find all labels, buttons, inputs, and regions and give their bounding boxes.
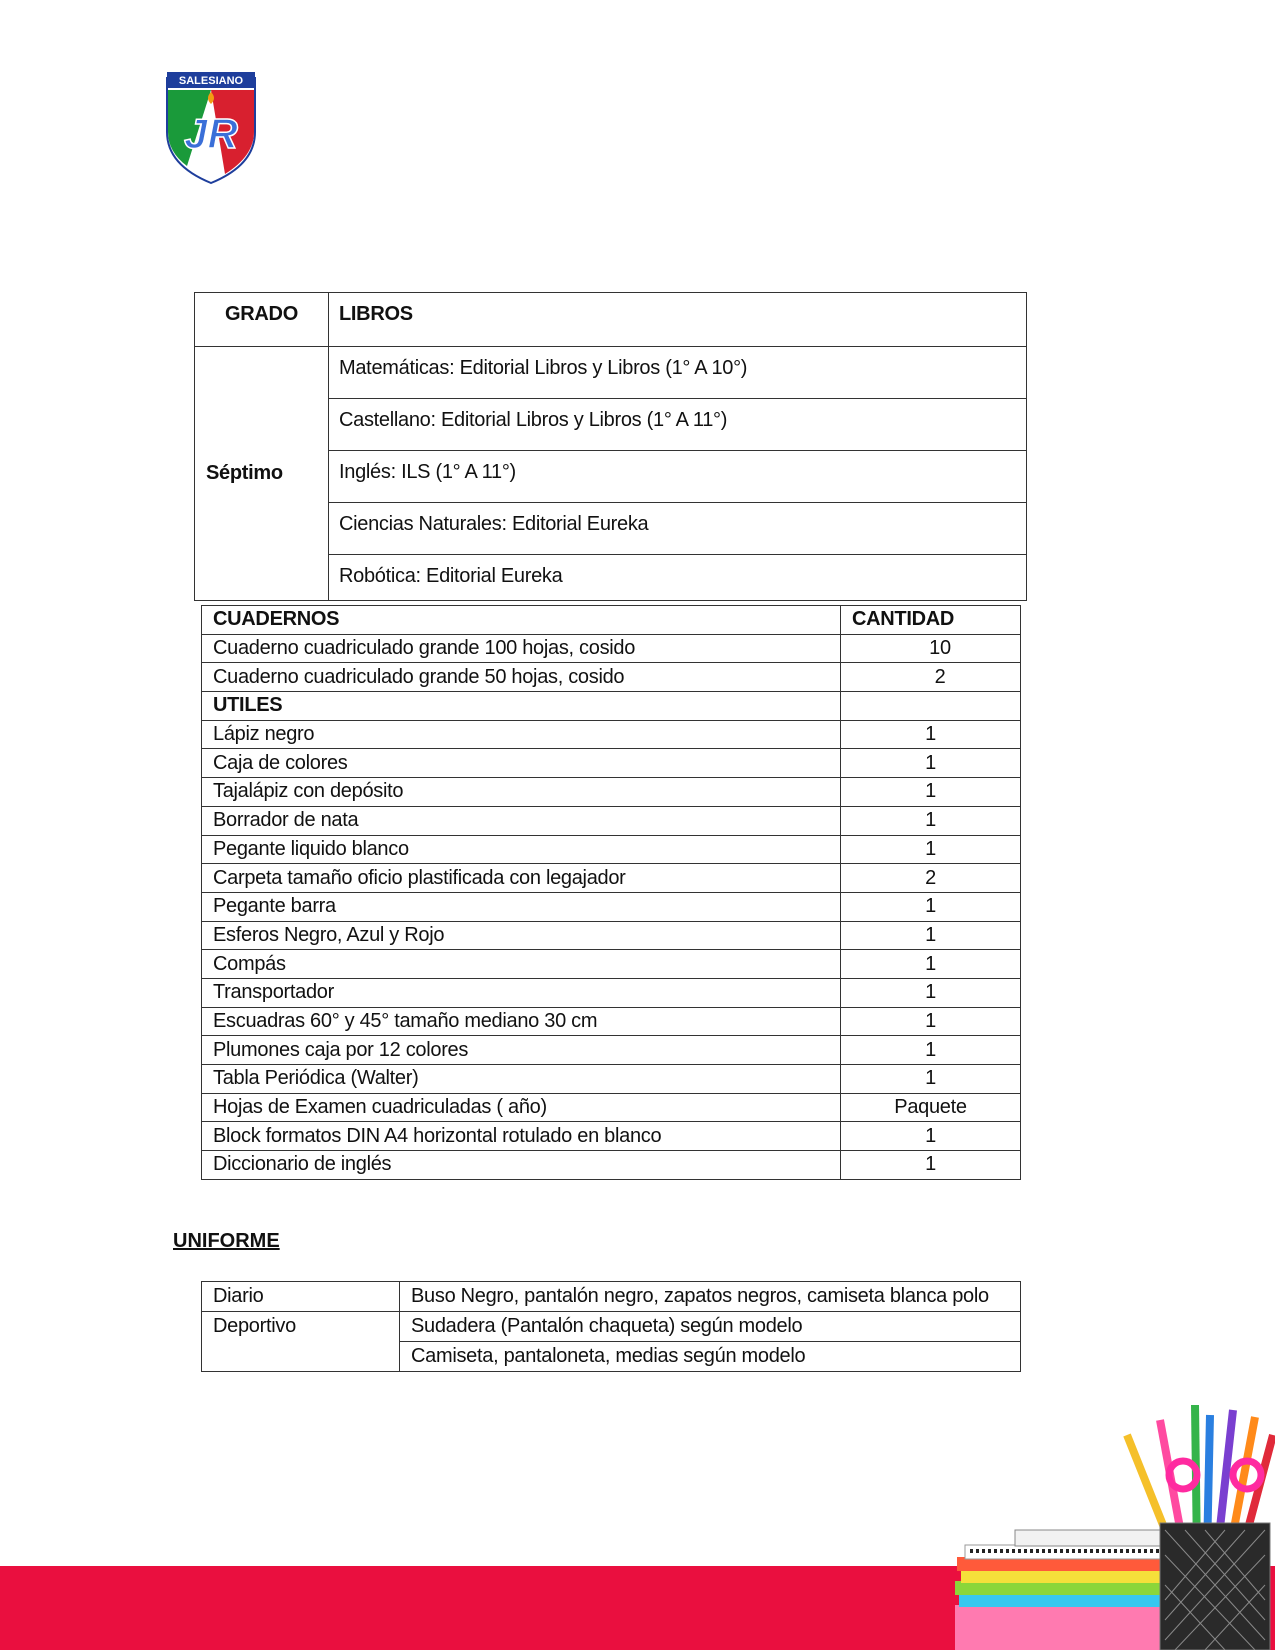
- supply-item: Hojas de Examen cuadriculadas ( año): [202, 1093, 841, 1122]
- supply-item: Plumones caja por 12 colores: [202, 1036, 841, 1065]
- books-header-row: [195, 293, 1027, 347]
- books-header: LIBROS: [329, 293, 1027, 347]
- uniform-table: [201, 1281, 1021, 1372]
- uniform-desc: Buso Negro, pantalón negro, zapatos negros, camiseta blanca polo: [400, 1282, 1021, 1312]
- supply-item: Borrador de nata: [202, 806, 841, 835]
- quantity-header: CANTIDAD: [841, 606, 1021, 635]
- book-item: Inglés: ILS (1° A 11°): [329, 451, 1027, 503]
- supply-item: Cuaderno cuadriculado grande 50 hojas, cosido: [202, 663, 841, 692]
- supply-qty: 1: [841, 778, 1021, 807]
- table-row: [202, 921, 1021, 950]
- supply-item: Esferos Negro, Azul y Rojo: [202, 921, 841, 950]
- supply-item: Cuaderno cuadriculado grande 100 hojas, cosido: [202, 634, 841, 663]
- uniform-type: Diario: [202, 1282, 400, 1312]
- supply-qty: 1: [841, 835, 1021, 864]
- supply-qty: 1: [841, 806, 1021, 835]
- book-row: [195, 347, 1027, 399]
- school-logo: [165, 70, 257, 185]
- book-item: Matemáticas: Editorial Libros y Libros (1° A 10°): [329, 347, 1027, 399]
- logo-text: SALESIANO: [178, 75, 244, 87]
- supply-qty: 1: [841, 950, 1021, 979]
- table-row: [202, 1151, 1021, 1180]
- table-row: [202, 1093, 1021, 1122]
- supply-item: Carpeta tamaño oficio plastificada con legajador: [202, 864, 841, 893]
- table-row: [202, 978, 1021, 1007]
- supply-qty: 10: [841, 634, 1021, 663]
- table-row: [202, 720, 1021, 749]
- grade-value: Séptimo: [195, 347, 329, 601]
- table-row: [202, 1036, 1021, 1065]
- book-item: Robótica: Editorial Eureka: [329, 555, 1027, 601]
- table-row: [202, 749, 1021, 778]
- book-item: Castellano: Editorial Libros y Libros (1° A 11°): [329, 399, 1027, 451]
- supply-qty: 1: [841, 921, 1021, 950]
- supply-item: Caja de colores: [202, 749, 841, 778]
- uniform-desc: Camiseta, pantaloneta, medias según modelo: [400, 1342, 1021, 1372]
- supplies-header-row: [202, 606, 1021, 635]
- table-row: [202, 1122, 1021, 1151]
- utiles-header: UTILES: [202, 692, 841, 721]
- table-row: [202, 1312, 1021, 1342]
- supply-item: Escuadras 60° y 45° tamaño mediano 30 cm: [202, 1007, 841, 1036]
- supply-item: Pegante liquido blanco: [202, 835, 841, 864]
- supply-qty: 1: [841, 1007, 1021, 1036]
- supply-qty: 1: [841, 1122, 1021, 1151]
- supply-qty: Paquete: [841, 1093, 1021, 1122]
- table-row: [202, 1065, 1021, 1094]
- table-row: [202, 1282, 1021, 1312]
- supply-qty: 1: [841, 1036, 1021, 1065]
- table-row: [202, 835, 1021, 864]
- supply-item: Lápiz negro: [202, 720, 841, 749]
- supplies-table: [201, 605, 1021, 1180]
- supply-item: Diccionario de inglés: [202, 1151, 841, 1180]
- supply-qty: 1: [841, 1151, 1021, 1180]
- school-supplies-illustration: [945, 1405, 1275, 1650]
- table-row: [202, 950, 1021, 979]
- supply-item: Tabla Periódica (Walter): [202, 1065, 841, 1094]
- table-row: [202, 864, 1021, 893]
- empty-cell: [841, 692, 1021, 721]
- books-table: [194, 292, 1027, 601]
- utiles-header-row: [202, 692, 1021, 721]
- table-row: [202, 1007, 1021, 1036]
- supply-item: Transportador: [202, 978, 841, 1007]
- table-row: [202, 634, 1021, 663]
- table-row: [202, 663, 1021, 692]
- supply-qty: 1: [841, 720, 1021, 749]
- book-item: Ciencias Naturales: Editorial Eureka: [329, 503, 1027, 555]
- supply-qty: 2: [841, 663, 1021, 692]
- supply-qty: 1: [841, 978, 1021, 1007]
- supply-qty: 1: [841, 892, 1021, 921]
- notebooks-header: CUADERNOS: [202, 606, 841, 635]
- uniform-type: Deportivo: [202, 1312, 400, 1372]
- grade-header: GRADO: [195, 293, 329, 347]
- supply-item: Block formatos DIN A4 horizontal rotulado en blanco: [202, 1122, 841, 1151]
- table-row: [202, 806, 1021, 835]
- supply-qty: 1: [841, 749, 1021, 778]
- logo-initials: JR: [184, 110, 238, 157]
- notebook-stack-icon: [955, 1530, 1185, 1650]
- table-row: [202, 892, 1021, 921]
- supply-item: Compás: [202, 950, 841, 979]
- supply-item: Pegante barra: [202, 892, 841, 921]
- table-row: [202, 778, 1021, 807]
- supply-item: Tajalápiz con depósito: [202, 778, 841, 807]
- supply-qty: 2: [841, 864, 1021, 893]
- supply-qty: 1: [841, 1065, 1021, 1094]
- pencil-cup-icon: [1160, 1523, 1270, 1650]
- uniform-desc: Sudadera (Pantalón chaqueta) según modelo: [400, 1312, 1021, 1342]
- uniform-title: UNIFORME: [173, 1230, 280, 1252]
